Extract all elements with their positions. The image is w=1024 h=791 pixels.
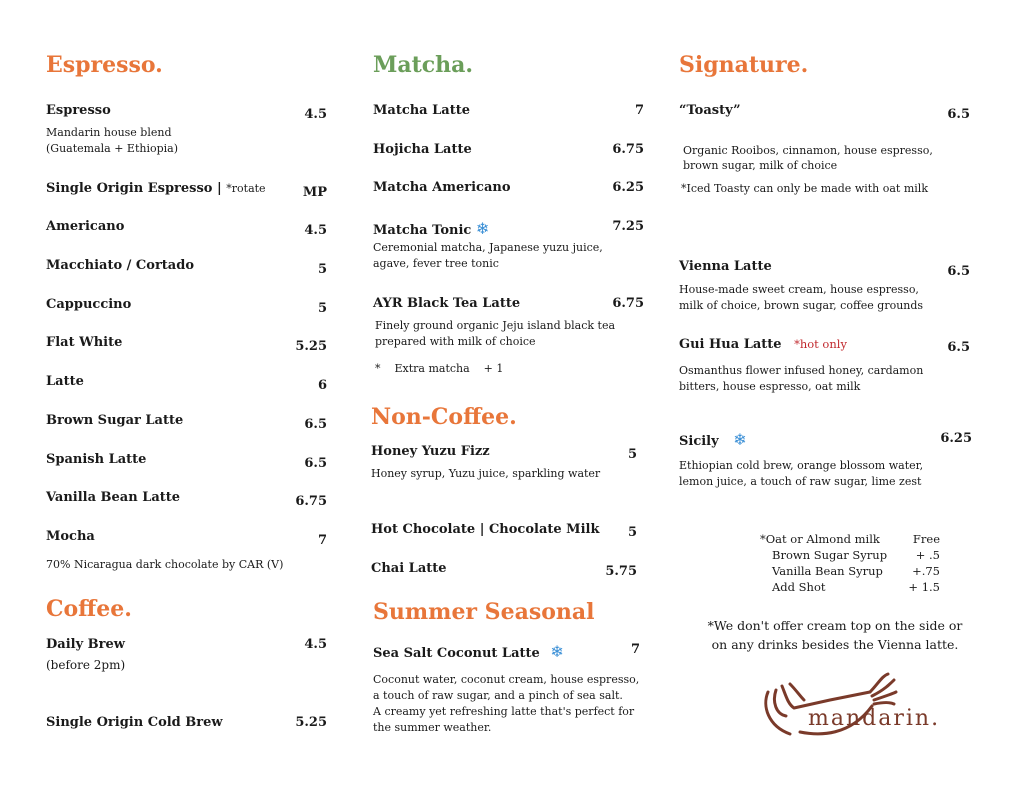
price-single-origin-cold-brew: 5.25 [295, 715, 327, 730]
desc-gui-hua-1: Osmanthus flower infused honey, cardamon [679, 364, 924, 377]
price-mocha: 7 [317, 533, 327, 548]
desc-daily-brew: (before 2pm) [46, 658, 126, 672]
desc-sea-salt-2: a touch of raw sugar, and a pinch of sea salt. [373, 689, 623, 702]
price-flat-white: 5.25 [295, 339, 327, 354]
non-coffee-heading: Non-Coffee. [371, 404, 517, 430]
desc-ayr-2: prepared with milk of choice [375, 335, 536, 348]
price-matcha-latte: 7 [634, 103, 644, 118]
price-sea-salt-coconut-latte: 7 [630, 642, 640, 657]
snowflake-icon: ❄ [733, 430, 747, 449]
item-flat-white: Flat White [46, 335, 123, 350]
espresso-heading: Espresso. [46, 52, 163, 78]
price-matcha-americano: 6.25 [612, 180, 644, 195]
addon-label: Brown Sugar Syrup [772, 548, 888, 562]
item-spanish-latte: Spanish Latte [46, 452, 147, 467]
addon-row [760, 547, 940, 563]
item-sicily-name: Sicily [679, 434, 719, 449]
item-single-origin-cold-brew: Single Origin Cold Brew [46, 715, 223, 730]
desc-matcha-tonic-2: agave, fever tree tonic [373, 257, 499, 270]
item-americano: Americano [46, 219, 125, 234]
desc-mocha: 70% Nicaragua dark chocolate by CAR (V) [46, 558, 284, 571]
desc-honey-yuzu-fizz: Honey syrup, Yuzu juice, sparkling water [371, 467, 601, 480]
item-cappuccino: Cappuccino [46, 297, 132, 312]
addon-row [760, 531, 940, 547]
price-brown-sugar-latte: 6.5 [304, 417, 327, 432]
price-americano: 4.5 [304, 223, 327, 238]
addon-row [760, 563, 940, 579]
desc-sea-salt-3: A creamy yet refreshing latte that's perfect for [373, 705, 635, 718]
extra-matcha-note: * Extra matcha + 1 [375, 362, 504, 375]
item-matcha-latte: Matcha Latte [373, 103, 470, 118]
coffee-heading: Coffee. [46, 596, 132, 622]
addon-price: + .5 [915, 548, 940, 562]
item-sea-salt-coconut-latte-name: Sea Salt Coconut Latte [373, 646, 540, 661]
desc-sea-salt-4: the summer weather. [373, 721, 492, 734]
item-brown-sugar-latte: Brown Sugar Latte [46, 413, 184, 428]
desc-sea-salt-1: Coconut water, coconut cream, house espresso, [373, 673, 640, 686]
price-espresso: 4.5 [304, 107, 327, 122]
addon-price: + 1.5 [908, 580, 940, 594]
price-ayr-black-tea-latte: 6.75 [612, 296, 644, 311]
item-hojicha-latte: Hojicha Latte [373, 142, 472, 157]
item-daily-brew: Daily Brew [46, 637, 125, 652]
item-matcha-tonic [373, 219, 489, 238]
footnote-line-2: on any drinks besides the Vienna latte. [711, 637, 959, 652]
item-single-origin-espresso [46, 181, 266, 196]
matcha-heading: Matcha. [373, 52, 474, 78]
price-gui-hua-latte: 6.5 [947, 340, 970, 355]
price-latte: 6 [317, 378, 327, 393]
addon-row [760, 579, 940, 595]
price-hojicha-latte: 6.75 [612, 142, 644, 157]
snowflake-icon: ❄ [475, 219, 490, 238]
item-single-origin-espresso-name: Single Origin Espresso | [46, 181, 222, 196]
addon-label: Vanilla Bean Syrup [772, 564, 883, 578]
item-vanilla-bean-latte: Vanilla Bean Latte [46, 490, 181, 505]
item-matcha-americano: Matcha Americano [373, 180, 511, 195]
item-mocha: Mocha [46, 529, 95, 544]
desc-gui-hua-2: bitters, house espresso, oat milk [679, 380, 861, 393]
signature-heading: Signature. [679, 52, 809, 78]
item-toasty: “Toasty” [679, 103, 741, 118]
price-toasty: 6.5 [947, 107, 970, 122]
item-espresso: Espresso [46, 103, 111, 118]
desc-matcha-tonic-1: Ceremonial matcha, Japanese yuzu juice, [373, 241, 603, 254]
price-matcha-tonic: 7.25 [612, 219, 644, 234]
price-honey-yuzu-fizz: 5 [627, 447, 637, 462]
snowflake-icon: ❄ [550, 642, 564, 661]
item-latte: Latte [46, 374, 84, 389]
addons-list [760, 531, 940, 595]
price-single-origin-espresso: MP [302, 185, 327, 200]
iced-toasty-note: *Iced Toasty can only be made with oat milk [681, 182, 928, 195]
rotate-note: *rotate [226, 182, 266, 195]
addon-label: *Oat or Almond milk [760, 532, 880, 546]
price-macchiato-cortado: 5 [317, 262, 327, 277]
addon-label: Add Shot [772, 580, 826, 594]
desc-vienna-2: milk of choice, brown sugar, coffee grounds [679, 299, 924, 312]
price-vienna-latte: 6.5 [947, 264, 970, 279]
item-ayr-black-tea-latte: AYR Black Tea Latte [373, 296, 521, 311]
item-gui-hua-latte [679, 337, 847, 352]
item-hot-chocolate: Hot Chocolate | Chocolate Milk [371, 522, 600, 537]
price-chai-latte: 5.75 [605, 564, 637, 579]
item-honey-yuzu-fizz: Honey Yuzu Fizz [371, 444, 490, 459]
addon-price: Free [912, 532, 940, 546]
price-hot-chocolate: 5 [627, 525, 637, 540]
desc-sicily-2: lemon juice, a touch of raw sugar, lime zest [679, 475, 922, 488]
price-daily-brew: 4.5 [304, 637, 327, 652]
desc-espresso-1: Mandarin house blend [46, 126, 172, 139]
item-sicily [679, 430, 747, 449]
item-matcha-tonic-name: Matcha Tonic [373, 223, 472, 238]
price-sicily: 6.25 [940, 431, 972, 446]
addon-price: +.75 [912, 564, 940, 578]
desc-espresso-2: (Guatemala + Ethiopia) [46, 142, 179, 155]
mandarin-logo [760, 666, 960, 746]
desc-vienna-1: House-made sweet cream, house espresso, [679, 283, 919, 296]
summer-heading: Summer Seasonal [373, 599, 595, 625]
item-chai-latte: Chai Latte [371, 561, 447, 576]
footnote-line-1: *We don't offer cream top on the side or [707, 618, 963, 633]
price-spanish-latte: 6.5 [304, 456, 327, 471]
price-vanilla-bean-latte: 6.75 [295, 494, 327, 509]
item-vienna-latte: Vienna Latte [679, 259, 772, 274]
desc-toasty-2: brown sugar, milk of choice [683, 159, 838, 172]
brand-name: mandarin. [808, 706, 941, 731]
desc-ayr-1: Finely ground organic Jeju island black tea [375, 319, 616, 332]
item-gui-hua-latte-name: Gui Hua Latte [679, 337, 782, 352]
desc-toasty-1: Organic Rooibos, cinnamon, house espresso, [683, 144, 933, 157]
item-macchiato-cortado: Macchiato / Cortado [46, 258, 194, 273]
desc-sicily-1: Ethiopian cold brew, orange blossom water, [679, 459, 924, 472]
item-sea-salt-coconut-latte [373, 642, 564, 661]
price-cappuccino: 5 [317, 301, 327, 316]
hot-only-badge: *hot only [794, 337, 847, 351]
footnote [692, 616, 978, 654]
